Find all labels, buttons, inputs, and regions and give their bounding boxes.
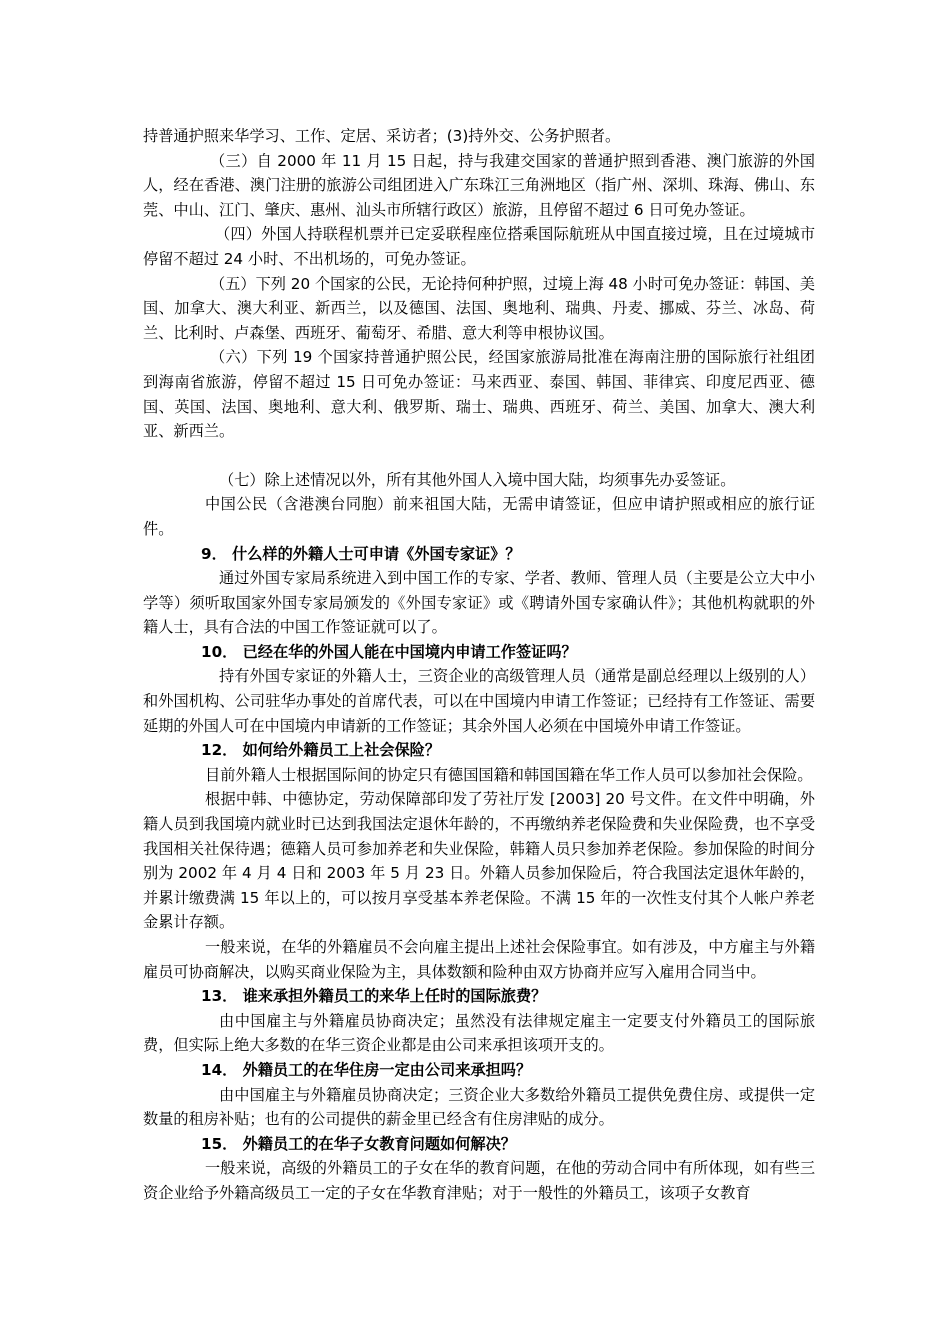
paragraph: 持普通护照来华学习、工作、定居、采访者；(3)持外交、公务护照者。: [143, 127, 621, 145]
question-heading: 9． 什么样的外籍人士可申请《外国专家证》？: [201, 544, 521, 563]
answer-paragraph: 一般来说，高级的外籍员工的子女在华的教育问题，在他的劳动合同中有所体现，如有些三资企业给予外籍高级员工一定的子女在华教育津贴；对于一般性的外籍员工，该项子女教育: [143, 1159, 815, 1202]
answer-paragraph: 通过外国专家局系统进入到中国工作的专家、学者、教师、管理人员（主要是公立大中小学等）须听取国家外国专家局颁发的《外国专家证》或《聘请外国专家确认件》；其他机构就职的外籍人士，具有合法的中国工作签证就可以了。: [143, 569, 815, 637]
paragraph: （五）下列 20 个国家的公民，无论持何种护照，过境上海 48 小时可免办签证：韩国、美国、加拿大、澳大利亚、新西兰，以及德国、法国、奥地利、瑞典、丹麦、挪威、芬兰、冰岛、荷兰、比利时、卢森堡、西班牙、葡萄牙、希腊、意大利等申根协议国。: [143, 274, 815, 342]
answer-paragraph: 目前外籍人士根据国际间的协定只有德国国籍和韩国国籍在华工作人员可以参加社会保险。: [205, 765, 813, 784]
paragraph: （六）下列 19 个国家持普通护照公民，经国家旅游局批准在海南注册的国际旅行社组团到海南省旅游，停留不超过 15 日可免办签证：马来西亚、泰国、韩国、菲律宾、印度尼西亚、德国、英国、法国、奥地利、意大利、俄罗斯、瑞士、瑞典、西班牙、荷兰、美国、加拿大、澳大利亚、新西兰。: [143, 348, 815, 441]
answer-paragraph: 持有外国专家证的外籍人士，三资企业的高级管理人员（通常是副总经理以上级别的人）和外国机构、公司驻华办事处的首席代表，可以在中国境内申请工作签证；已经持有工作签证、需要延期的外国人可在中国境内申请新的工作签证；其余外国人必须在中国境外申请工作签证。: [143, 667, 815, 735]
paragraph: （七）除上述情况以外，所有其他外国人入境中国大陆，均须事先办妥签证。: [219, 470, 736, 489]
question-heading: 15． 外籍员工的在华子女教育问题如何解决？: [201, 1134, 516, 1153]
question-heading: 14． 外籍员工的在华住房一定由公司来承担吗？: [201, 1060, 532, 1079]
answer-paragraph: 由中国雇主与外籍雇员协商决定；三资企业大多数给外籍员工提供免费住房、或提供一定数量的租房补贴；也有的公司提供的薪金里已经含有住房津贴的成分。: [143, 1085, 815, 1129]
paragraph: （四）外国人持联程机票并已定妥联程座位搭乘国际航班从中国直接过境，且在过境城市停留不超过 24 小时、不出机场的，可免办签证。: [143, 225, 815, 268]
question-heading: 13． 谁来承担外籍员工的来华上任时的国际旅费？: [201, 987, 547, 1006]
document-page: [143, 124, 815, 1206]
answer-paragraph: 一般来说，在华的外籍雇员不会向雇主提出上述社会保险事宜。如有涉及，中方雇主与外籍雇员可协商解决，以购买商业保险为主，具体数额和险种由双方协商并应写入雇用合同当中。: [143, 938, 815, 981]
question-heading: 12． 如何给外籍员工上社会保险？: [201, 741, 441, 760]
paragraph: 中国公民（含港澳台同胞）前来祖国大陆，无需申请签证，但应申请护照或相应的旅行证件。: [143, 495, 815, 538]
blank-line: [143, 444, 815, 468]
question-heading: 10． 已经在华的外国人能在中国境内申请工作签证吗？: [201, 642, 577, 661]
answer-paragraph: 根据中韩、中德协定，劳动保障部印发了劳社厅发 [2003] 20 号文件。在文件中明确，外籍人员到我国境内就业时已达到我国法定退休年龄的，不再缴纳养老保险费和失业保险费，也不享受我国相关社保待遇；德籍人员可参加养老和失业保险，韩籍人员只参加养老保险。参加保险的时间分别为 2002 年 4 月 4 日和 2003 年 5 月 23 日。外籍人员参加保险后，符合我国法定退休年龄的，并累计缴费满 15 年以上的，可以按月享受基本养老保险。不满 15 年的一次性支付其个人帐户养老金累计存额。: [143, 790, 815, 932]
paragraph: （三）自 2000 年 11 月 15 日起，持与我建交国家的普通护照到香港、澳门旅游的外国人，经在香港、澳门注册的旅游公司组团进入广东珠江三角洲地区（指广州、深圳、珠海、佛山、东莞、中山、江门、肇庆、惠州、汕头市所辖行政区）旅游，且停留不超过 6 日可免办签证。: [143, 151, 815, 219]
answer-paragraph: 由中国雇主与外籍雇员协商决定；虽然没有法律规定雇主一定要支付外籍员工的国际旅费，但实际上绝大多数的在华三资企业都是由公司来承担该项开支的。: [143, 1011, 815, 1055]
